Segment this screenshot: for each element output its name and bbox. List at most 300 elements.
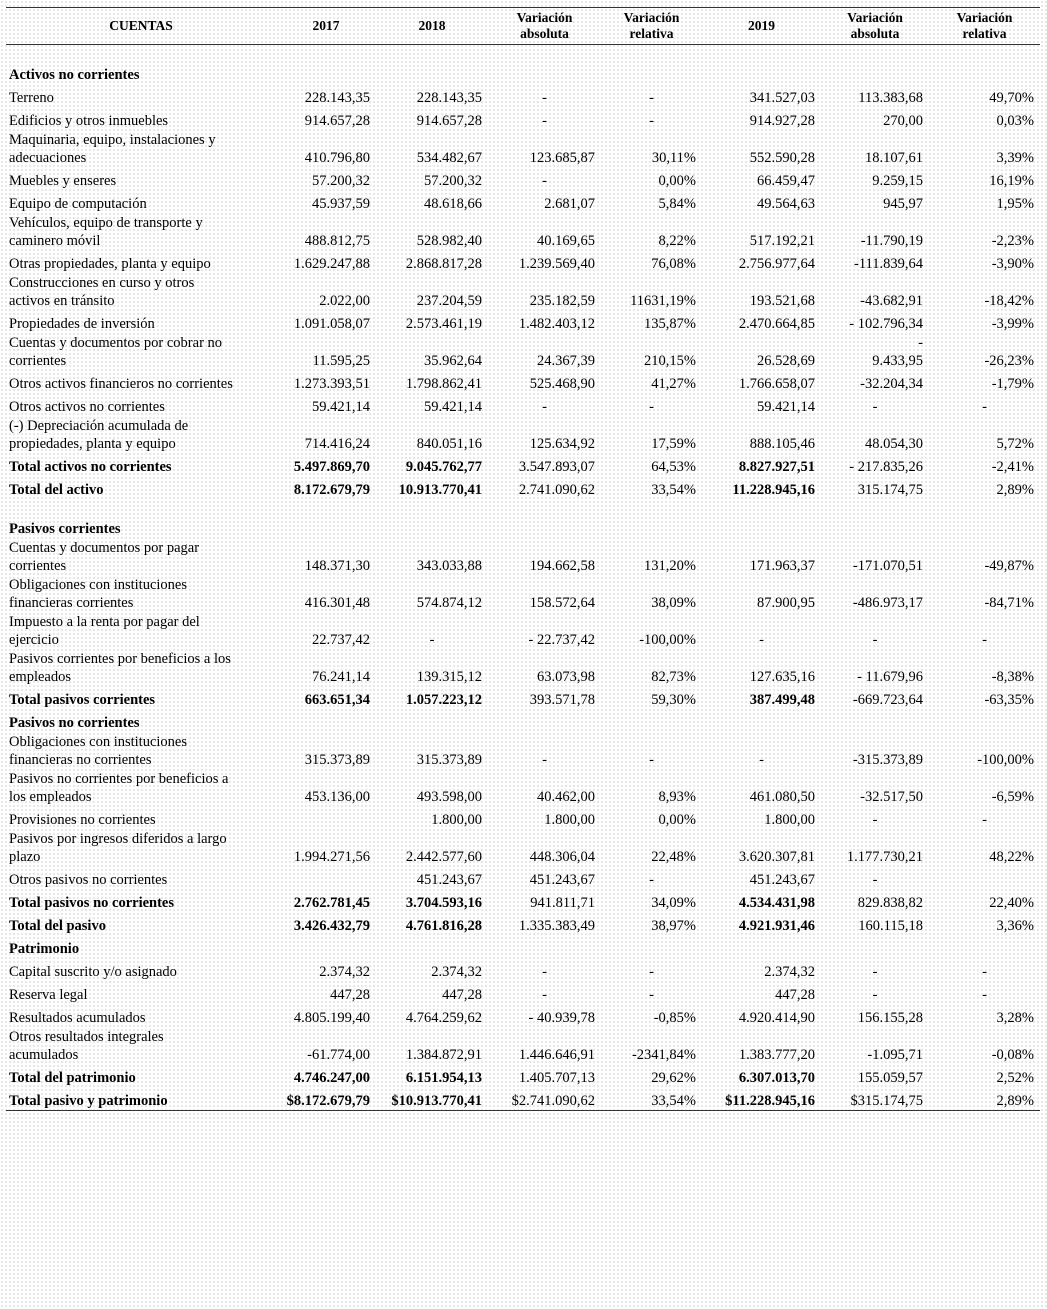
cell-var-abs-2018: 2.741.090,62	[518, 482, 595, 498]
section-heading: Pasivos corrientes	[9, 521, 121, 537]
cell-2017: 914.657,28	[304, 113, 370, 129]
cell-var-abs-2018: 1.405.707,13	[518, 1070, 595, 1086]
cell-var-rel-2018: 30,11%	[651, 150, 696, 166]
table-row	[6, 250, 1040, 273]
cell-var-rel-2018: -	[649, 399, 654, 415]
cell-var-rel-2018: -	[649, 752, 654, 768]
account-label: Propiedades de inversión	[9, 316, 155, 332]
section-heading-row	[6, 709, 1040, 732]
cell-var-rel-2019: 2,89%	[929, 1087, 1040, 1111]
cell-var-rel-2018: -	[649, 113, 654, 129]
cell-2018: -	[429, 632, 435, 648]
cell-2018: 574.874,12	[416, 595, 482, 611]
cell-2019: $11.228.945,16	[702, 1087, 821, 1111]
table-row	[6, 829, 1040, 866]
cell-var-rel-2018: 82,73%	[651, 669, 696, 685]
cell-var-abs-2018: -	[542, 964, 547, 980]
cell-2019: 2.470.664,85	[738, 316, 815, 332]
cell-2019: 1.800,00	[764, 812, 815, 828]
cell-var-abs-2018: -	[542, 987, 547, 1003]
account-label: Impuesto a la renta por pagar del ejercicio	[9, 614, 200, 648]
cell-2019: 517.192,21	[749, 233, 815, 249]
cell-2019: 127.635,16	[749, 669, 815, 685]
cell-var-abs-2019: - 11.679,96	[857, 669, 923, 685]
spacer-row	[6, 499, 1040, 515]
cell-var-rel-2019: 5,72%	[996, 436, 1034, 452]
cell-var-rel-2018: -	[649, 90, 654, 106]
cell-2017: 2.762.781,45	[293, 895, 370, 911]
cell-var-rel-2019: 2,52%	[996, 1070, 1034, 1086]
cell-2018: 493.598,00	[416, 789, 482, 805]
cell-var-abs-2018: 941.811,71	[530, 895, 595, 911]
cell-var-rel-2018: 8,93%	[658, 789, 696, 805]
account-label: Resultados acumulados	[9, 1010, 146, 1026]
cell-2018: 10.913.770,41	[398, 482, 482, 498]
account-label: Total pasivo y patrimonio	[6, 1087, 276, 1111]
table-row	[6, 866, 1040, 889]
cell-2017: 76.241,14	[312, 669, 370, 685]
cell-var-abs-2018: 1.335.383,49	[518, 918, 595, 934]
balance-sheet-table	[6, 7, 1040, 1111]
cell-var-rel-2019: -49,87%	[984, 558, 1034, 574]
cell-var-abs-2018: -	[542, 90, 547, 106]
cell-2019: 1.383.777,20	[738, 1047, 815, 1063]
cell-2017: 714.416,24	[304, 436, 370, 452]
cell-var-rel-2019: -	[982, 399, 987, 415]
cell-2018: 35.962,64	[424, 353, 482, 369]
cell-var-abs-2019: -32.204,34	[860, 376, 923, 392]
account-label: Maquinaria, equipo, instalaciones y adecuaciones	[9, 132, 216, 166]
cell-var-abs-2019: 945,97	[883, 196, 923, 212]
cell-var-rel-2018: 0,00%	[658, 173, 696, 189]
cell-var-abs-2018: 451.243,67	[529, 872, 595, 888]
table-row	[6, 1004, 1040, 1027]
cell-var-rel-2019: -	[982, 964, 987, 980]
cell-var-rel-2018: 17,59%	[651, 436, 696, 452]
cell-var-abs-2019: 156.155,28	[857, 1010, 923, 1026]
cell-var-abs-2019: -1.095,71	[867, 1047, 923, 1063]
cell-2018: 4.764.259,62	[405, 1010, 482, 1026]
cell-2017: 4.746.247,00	[293, 1070, 370, 1086]
cell-var-rel-2019: -63,35%	[984, 692, 1034, 708]
account-label: Otras propiedades, planta y equipo	[9, 256, 211, 272]
cell-2017: 3.426.432,79	[293, 918, 370, 934]
table-row	[6, 213, 1040, 250]
cell-2017: 57.200,32	[312, 173, 370, 189]
cell-var-abs-2019: -	[872, 812, 878, 828]
cell-2019: 87.900,95	[757, 595, 815, 611]
cell-var-rel-2018: -	[649, 987, 654, 1003]
cell-var-rel-2019: 22,40%	[989, 895, 1034, 911]
cell-2018: 1.057.223,12	[405, 692, 482, 708]
table-row	[6, 416, 1040, 453]
cell-2017: 1.273.393,51	[293, 376, 370, 392]
cell-var-rel-2018: 22,48%	[651, 849, 696, 865]
col-header-2017: 2017	[276, 8, 376, 45]
cell-2017: 2.374,32	[319, 964, 370, 980]
section-heading: Patrimonio	[9, 941, 80, 957]
cell-2017: 4.805.199,40	[293, 1010, 370, 1026]
cell-2017: 5.497.869,70	[293, 459, 370, 475]
cell-var-abs-2018: 1.482.403,12	[518, 316, 595, 332]
account-label: Cuentas y documentos por cobrar no corrientes	[9, 335, 223, 369]
cell-var-abs-2018: 1.446.646,91	[518, 1047, 595, 1063]
cell-2019: -	[759, 752, 764, 768]
cell-2017: 59.421,14	[312, 399, 370, 415]
cell-2017: 228.143,35	[304, 90, 370, 106]
cell-2018: 451.243,67	[416, 872, 482, 888]
cell-2018: 447,28	[442, 987, 482, 1003]
cell-2019: 8.827.927,51	[738, 459, 815, 475]
cell-2017: 1.629.247,88	[293, 256, 370, 272]
cell-var-rel-2018: 76,08%	[651, 256, 696, 272]
cell-var-abs-2019: 113.383,68	[858, 90, 923, 106]
account-label: Reserva legal	[9, 987, 88, 1003]
spacer-row	[6, 45, 1040, 62]
cell-var-abs-2018: 2.681,07	[544, 196, 595, 212]
cell-var-abs-2019: 9.259,15	[872, 173, 923, 189]
cell-var-rel-2019: -84,71%	[984, 595, 1034, 611]
cell-var-rel-2018: 41,27%	[651, 376, 696, 392]
table-row	[6, 190, 1040, 213]
cell-var-abs-2018: 40.462,00	[537, 789, 595, 805]
spacer-cell	[6, 499, 1040, 515]
account-label: Pasivos no corrientes por beneficios a los empleados	[9, 771, 229, 805]
cell-2017: $8.172.679,79	[276, 1087, 376, 1111]
cell-var-abs-2019: 829.838,82	[857, 895, 923, 911]
cell-2019: 4.921.931,46	[738, 918, 815, 934]
total-row	[6, 889, 1040, 912]
cell-var-rel-2018: 210,15%	[644, 353, 696, 369]
account-label: Muebles y enseres	[9, 173, 117, 189]
cell-var-abs-2018: 194.662,58	[529, 558, 595, 574]
account-label: Otros activos no corrientes	[9, 399, 165, 415]
cell-2018: 237.204,59	[416, 293, 482, 309]
table-row	[6, 958, 1040, 981]
table-row	[6, 273, 1040, 310]
cell-var-rel-2018: 33,54%	[601, 1087, 702, 1111]
cell-var-rel-2018: 11631,19%	[630, 293, 696, 309]
cell-var-abs-2018: 3.547.893,07	[518, 459, 595, 475]
table-row	[6, 130, 1040, 167]
cell-2017: 315.373,89	[304, 752, 370, 768]
account-label: Total del activo	[9, 482, 104, 498]
cell-var-abs-2019: -32.517,50	[860, 789, 923, 805]
account-label: Otros activos financieros no corrientes	[9, 376, 233, 392]
cell-2017: 410.796,80	[304, 150, 370, 166]
account-label: Edificios y otros inmuebles	[9, 113, 169, 129]
cell-var-rel-2019: -3,99%	[991, 316, 1034, 332]
cell-var-rel-2018: 131,20%	[644, 558, 696, 574]
cell-var-abs-2018: 24.367,39	[537, 353, 595, 369]
col-header-var-abs-2019: Variación absoluta	[821, 8, 929, 45]
cell-2017	[276, 866, 376, 889]
account-label: Total del pasivo	[9, 918, 106, 934]
cell-2019: 59.421,14	[757, 399, 815, 415]
cell-2018: 57.200,32	[424, 173, 482, 189]
table-row	[6, 84, 1040, 107]
cell-2019: 1.766.658,07	[738, 376, 815, 392]
cell-2018: 840.051,16	[416, 436, 482, 452]
cell-2019: 6.307.013,70	[738, 1070, 815, 1086]
table-row	[6, 1027, 1040, 1064]
cell-var-rel-2018: -	[649, 872, 654, 888]
cell-var-rel-2018: -2341,84%	[631, 1047, 696, 1063]
cell-var-abs-2018: - 40.939,78	[528, 1010, 595, 1026]
cell-2018: 48.618,66	[424, 196, 482, 212]
cell-var-abs-2019: - 102.796,34	[849, 316, 923, 332]
cell-2018: 2.442.577,60	[405, 849, 482, 865]
cell-var-abs-2019: -43.682,91	[860, 293, 923, 309]
cell-2019: 461.080,50	[749, 789, 815, 805]
cell-2017: 416.301,48	[304, 595, 370, 611]
cell-var-abs-2018: $2.741.090,62	[488, 1087, 601, 1111]
table-row	[6, 732, 1040, 769]
cell-var-abs-2018: 123.685,87	[529, 150, 595, 166]
cell-2018: 1.384.872,91	[405, 1047, 482, 1063]
total-row	[6, 686, 1040, 709]
cell-var-abs-2019: -	[872, 872, 878, 888]
table-row	[6, 649, 1040, 686]
cell-var-rel-2019: -0,08%	[991, 1047, 1034, 1063]
cell-var-abs-2019: -	[872, 632, 878, 648]
cell-2019: 4.920.414,90	[738, 1010, 815, 1026]
cell-2019: 26.528,69	[757, 353, 815, 369]
section-heading: Pasivos no corrientes	[9, 715, 140, 731]
section-heading-row	[6, 61, 1040, 84]
cell-2018: 534.482,67	[416, 150, 482, 166]
cell-var-rel-2019: -100,00%	[977, 752, 1034, 768]
cell-2017: 453.136,00	[304, 789, 370, 805]
account-label: Total del patrimonio	[9, 1070, 136, 1086]
cell-var-abs-2019: -315.373,89	[852, 752, 923, 768]
section-heading-row	[6, 935, 1040, 958]
col-header-var-rel-2018: Variación relativa	[601, 8, 702, 45]
account-label: Total activos no corrientes	[9, 459, 172, 475]
total-row	[6, 1087, 1040, 1111]
cell-var-abs-2019: 1.177.730,21	[846, 849, 923, 865]
cell-2019: 888.105,46	[749, 436, 815, 452]
table-row	[6, 769, 1040, 806]
account-label: Otros pasivos no corrientes	[9, 872, 168, 888]
account-label: Terreno	[9, 90, 54, 106]
table-body	[6, 45, 1040, 1111]
table-row	[6, 393, 1040, 416]
cell-2019: 387.499,48	[749, 692, 815, 708]
cell-2019: 914.927,28	[749, 113, 815, 129]
cell-var-abs-2019: 155.059,57	[857, 1070, 923, 1086]
cell-2018: 6.151.954,13	[405, 1070, 482, 1086]
cell-2019: 341.527,03	[749, 90, 815, 106]
cell-var-abs-2018: 1.800,00	[544, 812, 595, 828]
cell-var-rel-2018: 34,09%	[651, 895, 696, 911]
cell-2018: 4.761.816,28	[405, 918, 482, 934]
table-row	[6, 310, 1040, 333]
cell-2018: 3.704.593,16	[405, 895, 482, 911]
cell-2018: 1.798.862,41	[405, 376, 482, 392]
cell-var-abs-2018: 525.468,90	[529, 376, 595, 392]
cell-2019: 11.228.945,16	[732, 482, 815, 498]
account-label: Total pasivos no corrientes	[9, 895, 175, 911]
cell-var-abs-2018: 63.073,98	[537, 669, 595, 685]
account-label: Cuentas y documentos por pagar corrientes	[9, 540, 200, 574]
cell-var-abs-2019: 160.115,18	[858, 918, 923, 934]
cell-2017: 1.091.058,07	[293, 316, 370, 332]
account-label: Total pasivos corrientes	[9, 692, 156, 708]
col-header-2018: 2018	[376, 8, 488, 45]
cell-var-rel-2019: -2,41%	[991, 459, 1034, 475]
cell-var-rel-2019: 3,28%	[996, 1010, 1034, 1026]
cell-2018: 228.143,35	[416, 90, 482, 106]
account-label: Equipo de computación	[9, 196, 147, 212]
cell-var-rel-2019: -	[982, 632, 987, 648]
cell-var-abs-2019: - 217.835,26	[849, 459, 923, 475]
cell-2017: 45.937,59	[312, 196, 370, 212]
cell-2018: 1.800,00	[431, 812, 482, 828]
cell-2018: 2.374,32	[431, 964, 482, 980]
col-header-var-rel-2019: Variación relativa	[929, 8, 1040, 45]
cell-var-rel-2019: 49,70%	[989, 90, 1034, 106]
cell-var-abs-2019: 18.107,61	[865, 150, 923, 166]
cell-2018: 59.421,14	[424, 399, 482, 415]
cell-2018: 9.045.762,77	[405, 459, 482, 475]
cell-var-abs-2019: -	[872, 987, 878, 1003]
table-row	[6, 806, 1040, 829]
cell-2018: 2.573.461,19	[405, 316, 482, 332]
cell-var-abs-2018: -	[542, 399, 547, 415]
cell-2018: 343.033,88	[416, 558, 482, 574]
cell-var-abs-2019: - 9.433,95	[872, 335, 923, 369]
section-heading: Activos no corrientes	[9, 67, 140, 83]
col-header-2019: 2019	[702, 8, 821, 45]
cell-2018: 2.868.817,28	[405, 256, 482, 272]
cell-var-rel-2018: 64,53%	[651, 459, 696, 475]
cell-var-rel-2018: 5,84%	[658, 196, 696, 212]
cell-var-rel-2018: 135,87%	[644, 316, 696, 332]
cell-var-rel-2019: 48,22%	[989, 849, 1034, 865]
total-row	[6, 912, 1040, 935]
cell-2017: 447,28	[330, 987, 370, 1003]
cell-2018: 528.982,40	[416, 233, 482, 249]
cell-var-abs-2018: 125.634,92	[529, 436, 595, 452]
cell-var-rel-2018: 33,54%	[651, 482, 696, 498]
table-row	[6, 370, 1040, 393]
total-row	[6, 476, 1040, 499]
cell-2017: -61.774,00	[307, 1047, 370, 1063]
cell-2019: 552.590,28	[749, 150, 815, 166]
header-row	[6, 8, 1040, 45]
section-heading-row	[6, 515, 1040, 538]
cell-var-abs-2019: -	[872, 964, 878, 980]
cell-var-abs-2019: -669.723,64	[852, 692, 923, 708]
cell-var-rel-2019: -26,23%	[984, 353, 1034, 369]
cell-var-rel-2019: -6,59%	[991, 789, 1034, 805]
cell-var-abs-2019: 315.174,75	[857, 482, 923, 498]
account-label: Vehículos, equipo de transporte y caminero móvil	[9, 215, 203, 249]
cell-var-rel-2018: 38,97%	[651, 918, 696, 934]
cell-2017: 8.172.679,79	[293, 482, 370, 498]
account-label: Obligaciones con instituciones financieras corrientes	[9, 577, 187, 611]
cell-var-abs-2018: -	[542, 173, 547, 189]
cell-var-rel-2019: 0,03%	[996, 113, 1034, 129]
account-label: Pasivos corrientes por beneficios a los empleados	[9, 651, 231, 685]
cell-var-rel-2019: -1,79%	[991, 376, 1034, 392]
cell-2019: 66.459,47	[757, 173, 815, 189]
cell-2019: 171.963,37	[749, 558, 815, 574]
col-header-cuentas: CUENTAS	[6, 8, 276, 45]
cell-2018: 139.315,12	[416, 669, 482, 685]
account-label: Obligaciones con instituciones financieras no corrientes	[9, 734, 187, 768]
table-row	[6, 575, 1040, 612]
cell-var-abs-2018: 1.239.569,40	[518, 256, 595, 272]
cell-2017: 2.022,00	[319, 293, 370, 309]
cell-var-abs-2019: 48.054,30	[865, 436, 923, 452]
account-label: Capital suscrito y/o asignado	[9, 964, 177, 980]
table-row	[6, 612, 1040, 649]
cell-var-abs-2018: 235.182,59	[529, 293, 595, 309]
cell-var-abs-2019: 270,00	[883, 113, 923, 129]
cell-var-rel-2019: 2,89%	[996, 482, 1034, 498]
account-label: Otros resultados integrales acumulados	[9, 1029, 164, 1063]
cell-var-rel-2019: -2,23%	[991, 233, 1034, 249]
cell-var-rel-2019: -18,42%	[984, 293, 1034, 309]
table-row	[6, 333, 1040, 370]
table-row	[6, 538, 1040, 575]
cell-2019: 447,28	[775, 987, 815, 1003]
cell-var-abs-2018: - 22.737,42	[528, 632, 595, 648]
cell-var-rel-2019: 16,19%	[989, 173, 1034, 189]
cell-var-rel-2018: -	[649, 964, 654, 980]
cell-var-rel-2018: 29,62%	[651, 1070, 696, 1086]
cell-var-abs-2019: $315.174,75	[821, 1087, 929, 1111]
cell-2017: 488.812,75	[304, 233, 370, 249]
cell-var-abs-2018: -	[542, 752, 547, 768]
cell-var-rel-2018: 8,22%	[658, 233, 696, 249]
cell-var-rel-2018: 0,00%	[658, 812, 696, 828]
cell-var-abs-2018: 393.571,78	[529, 692, 595, 708]
account-label: (-) Depreciación acumulada de propiedades, planta y equipo	[9, 418, 189, 452]
cell-var-rel-2019	[929, 866, 1040, 889]
cell-var-rel-2019: -	[982, 812, 987, 828]
cell-var-abs-2018: 158.572,64	[529, 595, 595, 611]
table-row	[6, 981, 1040, 1004]
account-label: Construcciones en curso y otros activos en tránsito	[9, 275, 195, 309]
cell-var-abs-2018: -	[542, 113, 547, 129]
cell-var-rel-2019: -8,38%	[991, 669, 1034, 685]
cell-var-abs-2019: -	[872, 399, 878, 415]
cell-var-rel-2018: -0,85%	[653, 1010, 696, 1026]
cell-2019: 2.756.977,64	[738, 256, 815, 272]
cell-2019: 193.521,68	[749, 293, 815, 309]
total-row	[6, 453, 1040, 476]
cell-2018: 914.657,28	[416, 113, 482, 129]
cell-var-abs-2018: 40.169,65	[537, 233, 595, 249]
cell-var-rel-2019: 3,39%	[996, 150, 1034, 166]
cell-var-abs-2019: -111.839,64	[853, 256, 923, 272]
cell-var-abs-2019: -11.790,19	[860, 233, 923, 249]
cell-var-rel-2018: 59,30%	[651, 692, 696, 708]
cell-2017: 1.994.271,56	[293, 849, 370, 865]
cell-2017: 11.595,25	[312, 353, 370, 369]
account-label: Provisiones no corrientes	[9, 812, 156, 828]
table-row	[6, 107, 1040, 130]
cell-2017: 22.737,42	[312, 632, 370, 648]
spacer-cell	[6, 45, 1040, 62]
cell-2017: 148.371,30	[304, 558, 370, 574]
total-row	[6, 1064, 1040, 1087]
cell-2019: 49.564,63	[757, 196, 815, 212]
cell-2019: -	[759, 632, 764, 648]
